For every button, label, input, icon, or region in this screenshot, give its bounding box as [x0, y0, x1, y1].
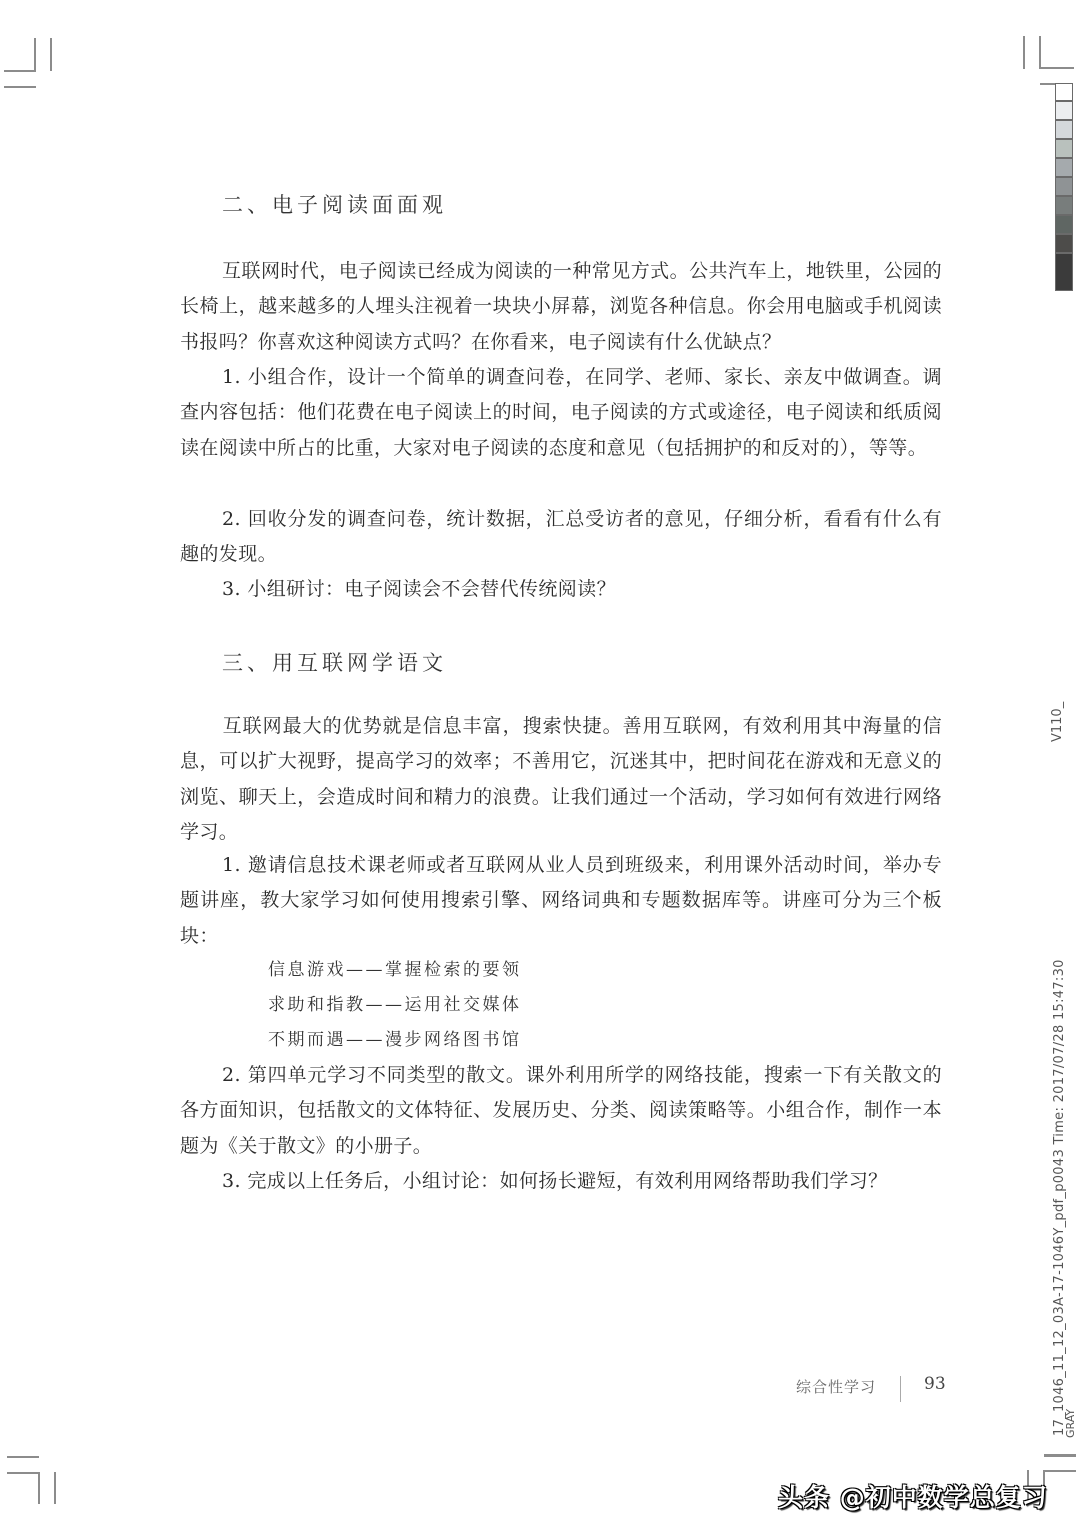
lecture-block: 求助和指教——运用社交媒体 — [268, 995, 522, 1015]
section-heading: 二、电子阅读面面观 — [222, 193, 447, 217]
list-item — [180, 1164, 942, 1199]
gray-swatch — [1055, 83, 1073, 101]
crop-mark — [1023, 36, 1025, 69]
list-item-text: 3. 完成以上任务后，小组讨论：如何扬长避短，有效利用网络帮助我们学习？ — [222, 1170, 888, 1192]
list-item — [180, 360, 942, 466]
crop-mark — [50, 38, 52, 71]
crop-mark — [1044, 1470, 1076, 1472]
version-mark: V110_ — [1050, 701, 1065, 742]
crop-mark — [4, 70, 36, 72]
crop-mark — [1039, 36, 1041, 69]
lecture-block: 不期而遇——漫步网络图书馆 — [268, 1030, 522, 1050]
page-number: 93 — [924, 1374, 946, 1394]
paragraph-text: 互联网时代，电子阅读已经成为阅读的一种常见方式。公共汽车上，地铁里，公园的长椅上，越来越多的人埋头注视着一块块小屏幕，浏览各种信息。你会用电脑或手机阅读书报吗？你喜欢这种阅读方式吗？在你看来，电子阅读有什么优缺点？ — [180, 260, 942, 353]
list-item-text: 1. 小组合作，设计一个简单的调查问卷，在同学、老师、家长、亲友中做调查。调查内容包括：他们花费在电子阅读上的时间，电子阅读的方式或途径，电子阅读和纸质阅读在阅读中所占的比重，大家对电子阅读的态度和意见（包括拥护的和反对的），等等。 — [180, 366, 942, 459]
gray-swatch — [1055, 234, 1073, 253]
gray-swatch — [1055, 158, 1073, 177]
crop-mark — [1044, 1455, 1076, 1457]
gray-swatch — [1055, 139, 1073, 158]
list-item-text: 2. 第四单元学习不同类型的散文。课外利用所学的网络技能，搜索一下有关散文的各方面知识，包括散文的文体特征、发展历史、分类、阅读策略等。小组合作，制作一本题为《关于散文》的小册子。 — [180, 1064, 942, 1157]
crop-mark — [1040, 83, 1056, 85]
gray-swatch — [1055, 253, 1073, 291]
gray-swatch — [1055, 196, 1073, 215]
list-item — [180, 848, 942, 954]
crop-mark — [34, 38, 36, 71]
gray-swatch — [1055, 101, 1073, 120]
color-mode-mark: GRAY — [1064, 1408, 1077, 1438]
crop-mark — [54, 1472, 56, 1504]
list-item-text: 3. 小组研讨：电子阅读会不会替代传统阅读？ — [222, 578, 616, 600]
list-item — [180, 572, 942, 607]
crop-mark — [7, 1472, 39, 1474]
list-item — [180, 1058, 942, 1164]
crop-mark — [1039, 67, 1074, 69]
crop-mark — [7, 1456, 39, 1458]
footer-section-label: 综合性学习 — [796, 1378, 877, 1396]
gray-swatch — [1055, 177, 1073, 196]
paragraph-text: 互联网最大的优势就是信息丰富，搜索快捷。善用互联网，有效利用其中海量的信息，可以扩大视野，提高学习的效率；不善用它，沉迷其中，把时间花在游戏和无意义的浏览、聊天上，会造成时间和精力的浪费。让我们通过一个活动，学习如何有效进行网络学习。 — [180, 715, 942, 843]
list-item — [180, 502, 942, 573]
lecture-block: 信息游戏——掌握检索的要领 — [268, 960, 522, 980]
section-paragraph — [180, 254, 942, 360]
crop-mark — [4, 86, 36, 88]
footer-divider — [900, 1376, 901, 1402]
gray-swatch — [1055, 215, 1073, 234]
list-item-text: 1. 邀请信息技术课老师或者互联网从业人员到班级来，利用课外活动时间，举办专题讲座，教大家学习如何使用搜索引擎、网络词典和专题数据库等。讲座可分为三个板块： — [180, 854, 942, 947]
job-info-mark: 17_1046_11_12_03A-17-1046Y_pdf_p0043 Time: 2017/07/28 15:47:30 — [1052, 959, 1067, 1436]
section-heading: 三、用互联网学语文 — [222, 651, 447, 675]
crop-mark — [38, 1472, 40, 1504]
list-item-text: 2. 回收分发的调查问卷，统计数据，汇总受访者的意见，仔细分析，看看有什么有趣的发现。 — [180, 508, 942, 566]
watermark: 头条 @初中数学总复习 — [778, 1483, 1048, 1512]
section-paragraph — [180, 709, 942, 850]
gray-swatch — [1055, 120, 1073, 139]
